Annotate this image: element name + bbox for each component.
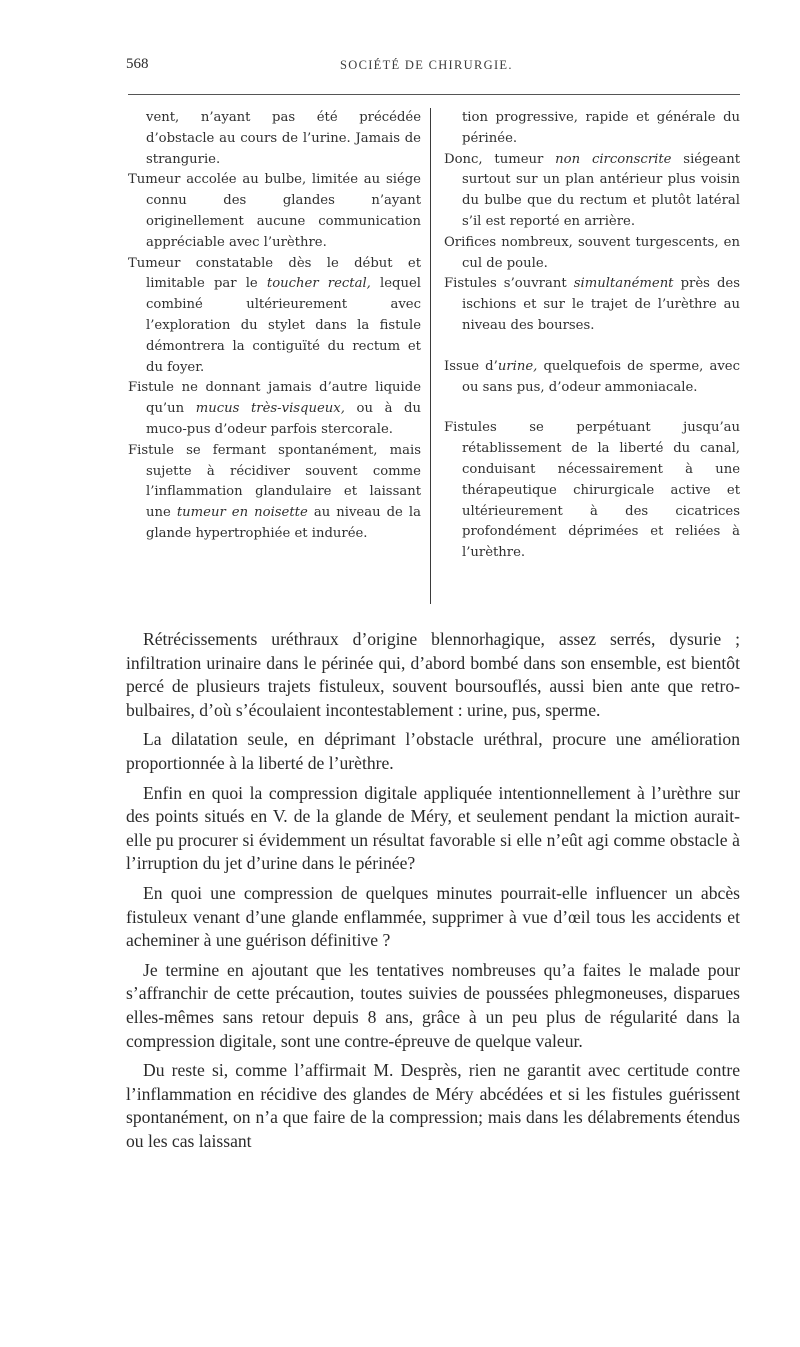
body-paragraph-2: La dilatation seule, en déprimant l’obstacle uréthral, procure une amélioration proportionnée à la liberté de l’urèthre. <box>126 729 740 773</box>
left-para-4-text-b: ou à du muco-pus d’odeur parfois stercorale. <box>146 401 421 437</box>
right-para-5-emphasis: urine, <box>497 358 538 374</box>
left-para-3-text-b: lequel combiné ultérieurement avec l’exploration du stylet dans la fistule démontrera la contiguïté du rectum et du foyer. <box>146 276 421 375</box>
right-para-5-text-a: Issue d’ <box>444 358 498 374</box>
column-divider <box>430 108 431 604</box>
comparison-columns <box>128 108 740 604</box>
right-para-2-text-b: siégeant surtout sur un plan antérieur plus voisin du bulbe que du rectum et plutôt latéral s’il est reporté en arrière. <box>462 151 740 229</box>
left-para-3 <box>128 254 421 379</box>
left-para-4-text-a: Fistule ne donnant jamais d’autre liquide qu’un <box>128 380 421 417</box>
page-number: 568 <box>126 56 149 72</box>
header-rule <box>128 94 740 95</box>
left-para-3-text-a: Tumeur constatable dès le début et limitable par le <box>128 255 421 292</box>
right-para-3: Orifices nombreux, souvent turgescents, en cul de poule. <box>444 234 740 271</box>
left-para-5-text-b: au niveau de la glande hypertrophiée et indurée. <box>146 505 421 541</box>
body-paragraph-5: Je termine en ajoutant que les tentatives nombreuses qu’a faites le malade pour s’affranchir de cette précaution, toutes suivies de poussées phlegmoneuses, disparues elles-mêmes sans retour depuis 8 ans, grâce à un peu plus de régularité dans la compression digitale, sont une contre-épreuve de quelque valeur. <box>126 959 740 1051</box>
right-para-2-emphasis: non circonscrite <box>555 151 672 167</box>
left-column <box>128 108 421 545</box>
right-para-5 <box>444 357 740 399</box>
left-para-4-emphasis: mucus très-visqueux, <box>195 401 345 417</box>
right-para-1: tion progressive, rapide et générale du périnée. <box>462 110 740 146</box>
page-header <box>0 56 800 80</box>
right-para-4-text-a: Fistules s’ouvrant <box>444 276 574 292</box>
right-para-2 <box>444 150 740 233</box>
body-paragraph-3: Enfin en quoi la compression digitale appliquée intentionnellement à l’urèthre sur des points situés en V. de la glande de Méry, et seulement pendant la miction aurait-elle pu procurer si évidemment un résultat favorable si elle n’eût agi comme obstacle à l’irruption du jet d’urine dans le périnée? <box>126 782 740 874</box>
body-paragraph-1: Rétrécissements uréthraux d’origine blennorhagique, assez serrés, dysurie ; infiltration urinaire dans le périnée qui, d’abord bombé dans son ensemble, est bientôt percé de plusieurs trajets fistuleux, souvent boursouflés, aussi bien ante que retro-bulbaires, d’où s’écoulaient incontestablement : urine, pus, sperme. <box>126 629 740 720</box>
left-para-3-emphasis: toucher rectal, <box>266 276 371 292</box>
right-column <box>444 108 740 564</box>
body-text <box>126 628 740 1159</box>
right-para-6: Fistules se perpétuant jusqu’au rétablissement de la liberté du canal, conduisant nécessairement à une thérapeutique chirurgicale active et ultérieurement à des cicatrices profondément déprimées et reliées à l’urèthre. <box>444 420 740 561</box>
right-para-4 <box>444 274 740 336</box>
left-para-5 <box>128 441 421 545</box>
right-para-4-text-b: près des ischions et sur le trajet de l’urèthre au niveau des bourses. <box>462 276 741 333</box>
left-para-5-emphasis: tumeur en noisette <box>176 505 308 521</box>
left-para-2: Tumeur accolée au bulbe, limitée au siége connu des glandes n’ayant originellement aucune communication appréciable avec l’urèthre. <box>128 172 421 250</box>
right-para-5-text-b: quelquefois de sperme, avec ou sans pus, d’odeur ammoniacale. <box>462 358 740 395</box>
left-para-1: vent, n’ayant pas été précédée d’obstacle au cours de l’urine. Jamais de strangurie. <box>146 110 421 167</box>
body-paragraph-6: Du reste si, comme l’affirmait M. Desprès, rien ne garantit avec certitude contre l’inflammation en récidive des glandes de Méry abcédées et si les fistules guérissent spontanément, on n’a que faire de la compression; mais dans les délabrements étendus ou les cas laissant <box>126 1060 740 1151</box>
right-para-4-emphasis: simultanément <box>573 276 674 292</box>
body-paragraph-4: En quoi une compression de quelques minutes pourrait-elle influencer un abcès fistuleux venant d’une glande enflammée, supprimer à vue d’œil tous les accidents et acheminer à une guérison définitive ? <box>126 882 740 951</box>
left-para-5-text-a: Fistule se fermant spontanément, mais sujette à récidiver souvent comme l’inflammation glandulaire et laissant une <box>128 442 421 521</box>
right-para-2-text-a: Donc, tumeur <box>444 151 556 167</box>
left-para-4 <box>128 378 421 440</box>
running-title: SOCIÉTÉ DE CHIRURGIE. <box>340 58 513 72</box>
